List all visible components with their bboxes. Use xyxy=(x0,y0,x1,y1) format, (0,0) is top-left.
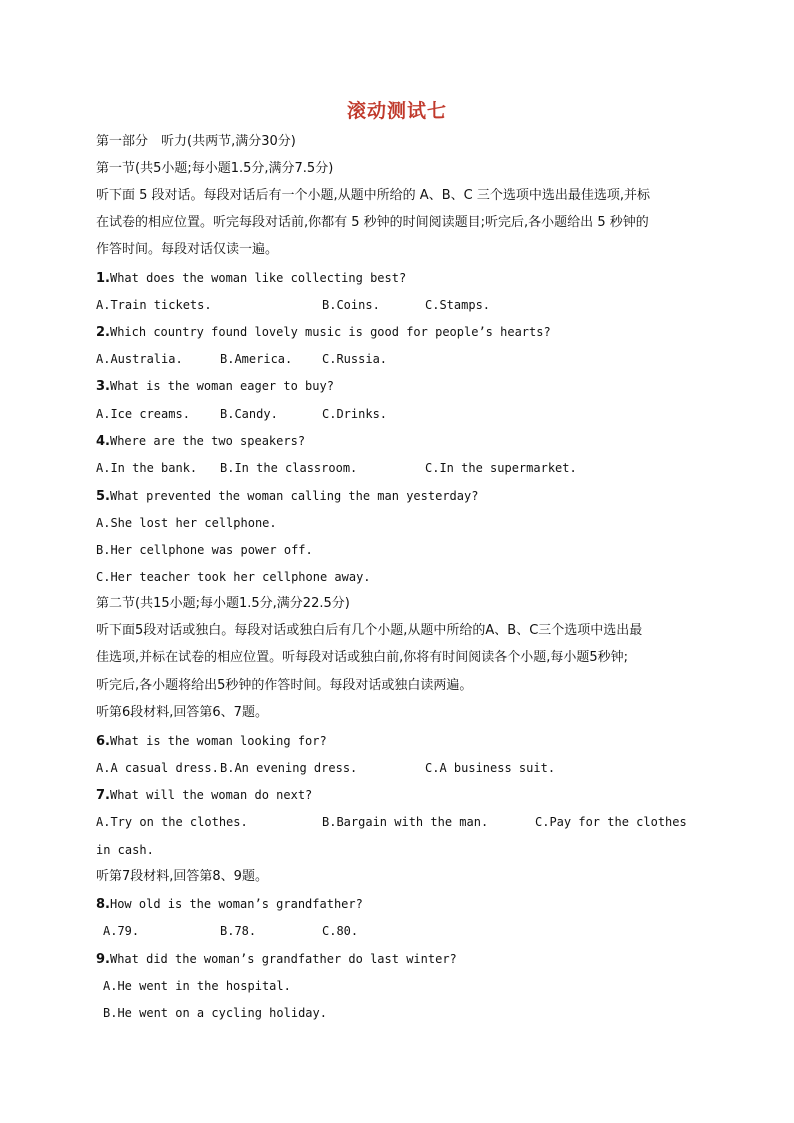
q9-option-a: A.He went in the hospital. xyxy=(103,979,291,993)
material-6-note: 听第6段材料,回答第6、7题。 xyxy=(96,705,268,720)
question-number: 7. xyxy=(96,788,110,803)
q7-option-c: C.Pay for the clothes xyxy=(535,815,687,829)
q1-option-c: C.Stamps. xyxy=(425,298,491,312)
question-text: What does the woman like collecting best? xyxy=(109,271,407,285)
q1-option-a: A.Train tickets. xyxy=(96,298,212,312)
question-number: 4. xyxy=(96,434,110,449)
q3-option-a: A.Ice creams. xyxy=(96,407,190,421)
q8-option-b: B.78. xyxy=(220,924,257,938)
section2-heading: 第二节(共15小题;每小题1.5分,满分22.5分) xyxy=(96,596,350,611)
q5-option-a: A.She lost her cellphone. xyxy=(96,516,277,530)
question-8 xyxy=(96,895,363,914)
question-number: 6. xyxy=(96,734,110,749)
question-number: 1. xyxy=(96,271,110,286)
section1-heading: 第一节(共5小题;每小题1.5分,满分7.5分) xyxy=(96,161,334,176)
q3-option-c: C.Drinks. xyxy=(322,407,388,421)
section2-instructions-line2: 佳选项,并标在试卷的相应位置。听每段对话或独白前,你将有时间阅读各个小题,每小题5秒钟; xyxy=(96,650,629,665)
q6-option-c: C.A business suit. xyxy=(425,761,556,775)
material-7-note: 听第7段材料,回答第8、9题。 xyxy=(96,869,268,884)
q1-option-b: B.Coins. xyxy=(322,298,380,312)
section2-instructions-line1: 听下面5段对话或独白。每段对话或独白后有几个小题,从题中所给的A、B、C三个选项中选出最 xyxy=(96,623,643,638)
q2-option-a: A.Australia. xyxy=(96,352,183,366)
question-number: 2. xyxy=(96,325,110,340)
section1-instructions-line2: 在试卷的相应位置。听完每段对话前,你都有 5 秒钟的时间阅读题目;听完后,各小题给出 5 秒钟的 xyxy=(96,215,649,230)
q4-option-b: B.In the classroom. xyxy=(220,461,358,475)
q2-option-c: C.Russia. xyxy=(322,352,388,366)
q8-option-c: C.80. xyxy=(322,924,359,938)
question-2 xyxy=(96,323,551,342)
section1-instructions-line3: 作答时间。每段对话仅读一遍。 xyxy=(96,242,279,257)
question-text: What prevented the woman calling the man yesterday? xyxy=(109,489,479,503)
q3-option-b: B.Candy. xyxy=(220,407,278,421)
question-text: How old is the woman’s grandfather? xyxy=(109,897,363,911)
question-text: What is the woman looking for? xyxy=(109,734,327,748)
section1-instructions-line1: 听下面 5 段对话。每段对话后有一个小题,从题中所给的 A、B、C 三个选项中选出最佳选项,并标 xyxy=(96,188,650,203)
question-text: What will the woman do next? xyxy=(109,788,313,802)
q7-option-b: B.Bargain with the man. xyxy=(322,815,489,829)
q6-option-b: B.An evening dress. xyxy=(220,761,358,775)
question-7 xyxy=(96,786,312,805)
q8-option-a: A.79. xyxy=(103,924,140,938)
question-1 xyxy=(96,269,406,288)
q5-option-c: C.Her teacher took her cellphone away. xyxy=(96,570,371,584)
q9-option-b: B.He went on a cycling holiday. xyxy=(103,1006,327,1020)
q2-option-b: B.America. xyxy=(220,352,293,366)
question-5 xyxy=(96,487,478,506)
question-number: 3. xyxy=(96,379,110,394)
question-text: Where are the two speakers? xyxy=(109,434,306,448)
q7-option-a: A.Try on the clothes. xyxy=(96,815,248,829)
question-4 xyxy=(96,432,305,451)
question-text: What did the woman’s grandfather do last winter? xyxy=(109,952,457,966)
q5-option-b: B.Her cellphone was power off. xyxy=(96,543,313,557)
question-number: 5. xyxy=(96,489,110,504)
question-6 xyxy=(96,732,327,751)
question-text: What is the woman eager to buy? xyxy=(109,379,334,393)
section2-instructions-line3: 听完后,各小题将给出5秒钟的作答时间。每段对话或独白读两遍。 xyxy=(96,678,473,693)
q4-option-a: A.In the bank. xyxy=(96,461,198,475)
page-title: 滚动测试七 xyxy=(346,100,447,122)
question-text: Which country found lovely music is good for people’s hearts? xyxy=(109,325,551,339)
q7-option-c-continued: in cash. xyxy=(96,843,154,857)
question-number: 9. xyxy=(96,952,110,967)
question-3 xyxy=(96,377,334,396)
q4-option-c: C.In the supermarket. xyxy=(425,461,577,475)
question-9 xyxy=(96,950,457,969)
part1-heading: 第一部分 听力(共两节,满分30分) xyxy=(96,134,296,149)
q6-option-a: A.A casual dress. xyxy=(96,761,219,775)
question-number: 8. xyxy=(96,897,110,912)
